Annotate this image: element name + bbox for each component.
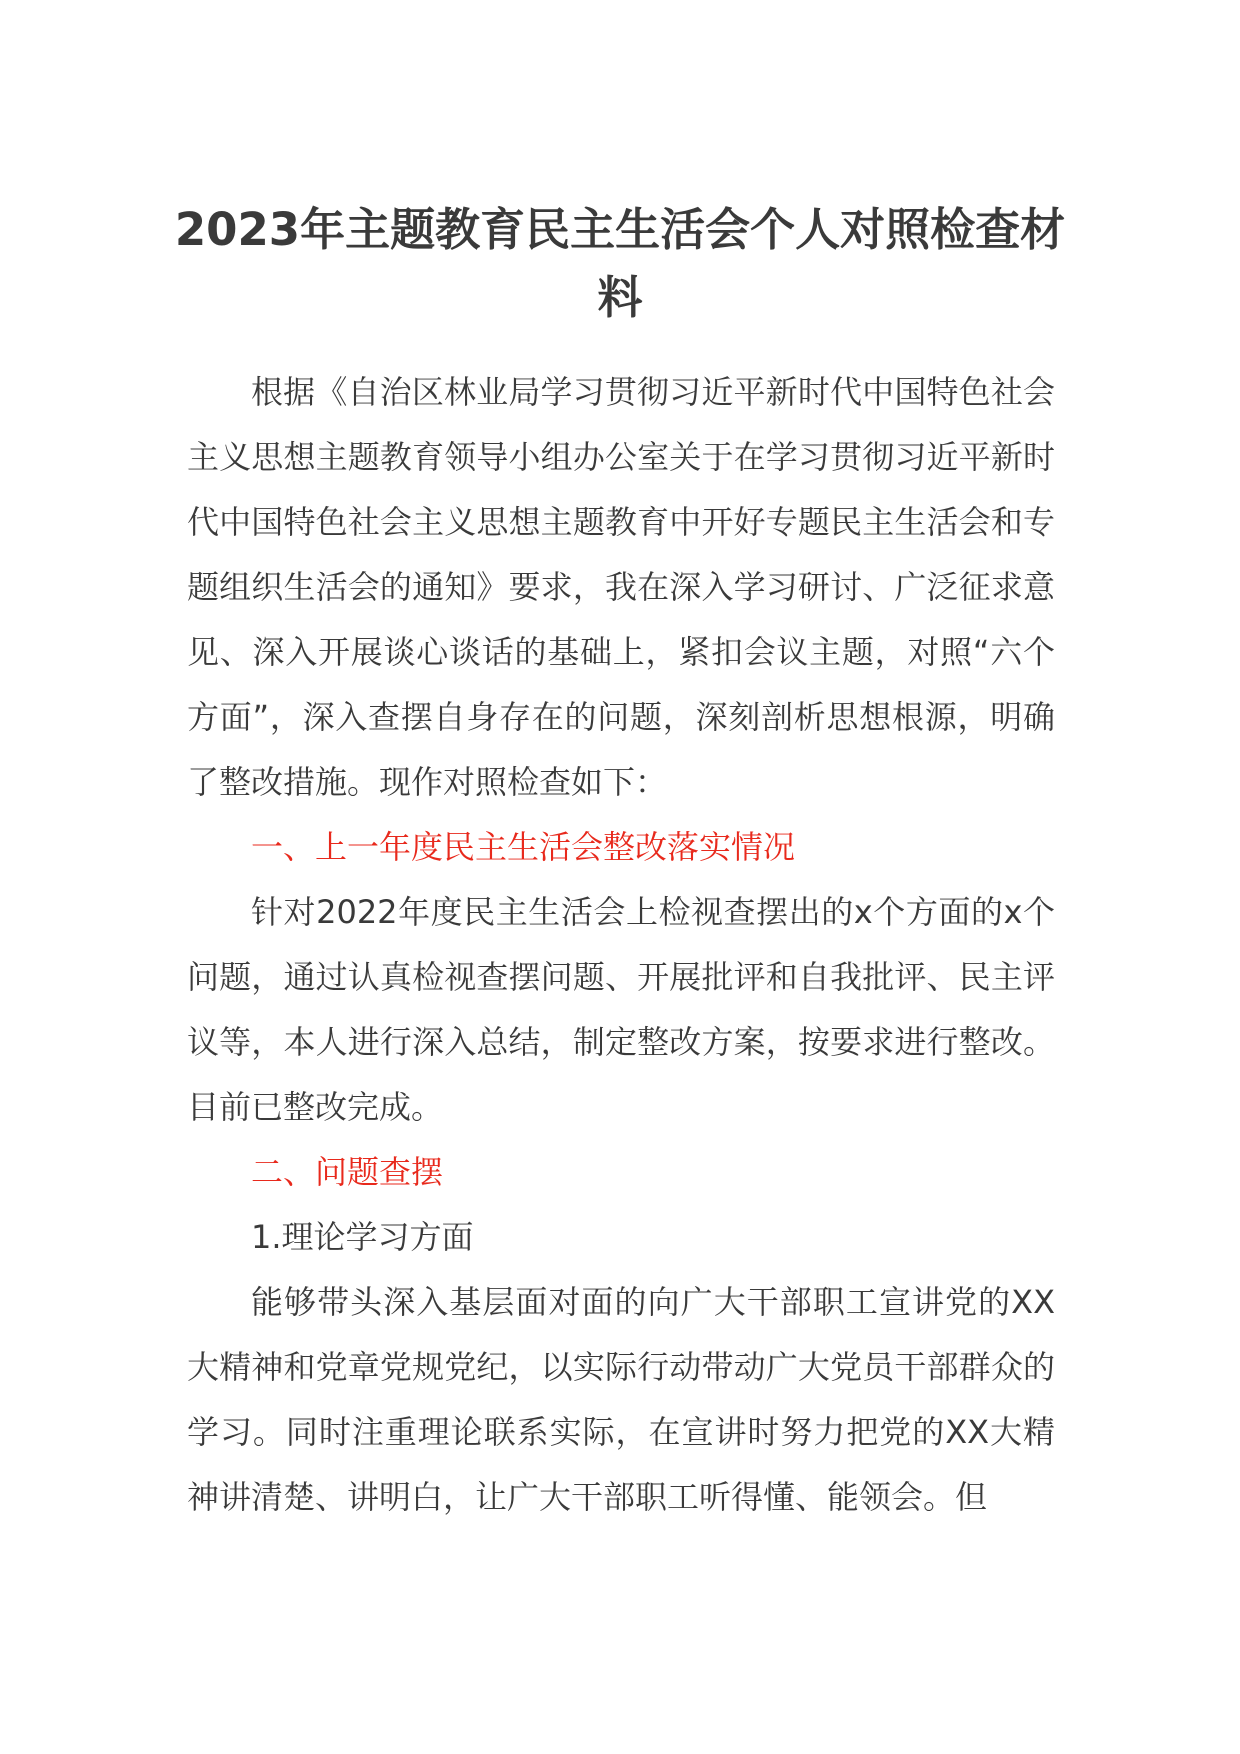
section-heading-2: 二、问题查摆 [251, 1153, 444, 1191]
section-heading-1: 一、上一年度民主生活会整改落实情况 [251, 828, 796, 866]
section-1-paragraph: 针对2022年度民主生活会上检视查摆出的x个方面的x个问题，通过认真检视查摆问题、开展批评和自我批评、民主评议等，本人进行深入总结，制定整改方案，按要求进行整改。目前已整改完成。 [187, 893, 1055, 1126]
subsection-heading-theory-study: 1.理论学习方面 [251, 1218, 474, 1256]
document-body [187, 360, 1055, 1530]
subsection-paragraph: 能够带头深入基层面对面的向广大干部职工宣讲党的XX大精神和党章党规党纪，以实际行动带动广大党员干部群众的学习。同时注重理论联系实际，在宣讲时努力把党的XX大精神讲清楚、讲明白，让广大干部职工听得懂、能领会。但 [187, 1283, 1055, 1516]
intro-paragraph: 根据《自治区林业局学习贯彻习近平新时代中国特色社会主义思想主题教育领导小组办公室关于在学习贯彻习近平新时代中国特色社会主义思想主题教育中开好专题民主生活会和专题组织生活会的通知》要求，我在深入学习研讨、广泛征求意见、深入开展谈心谈话的基础上，紧扣会议主题，对照“六个方面”，深入查摆自身存在的问题，深刻剖析思想根源，明确了整改措施。现作对照检查如下： [187, 373, 1055, 801]
document-title: 2023年主题教育民主生活会个人对照检查材料 [174, 203, 1066, 324]
